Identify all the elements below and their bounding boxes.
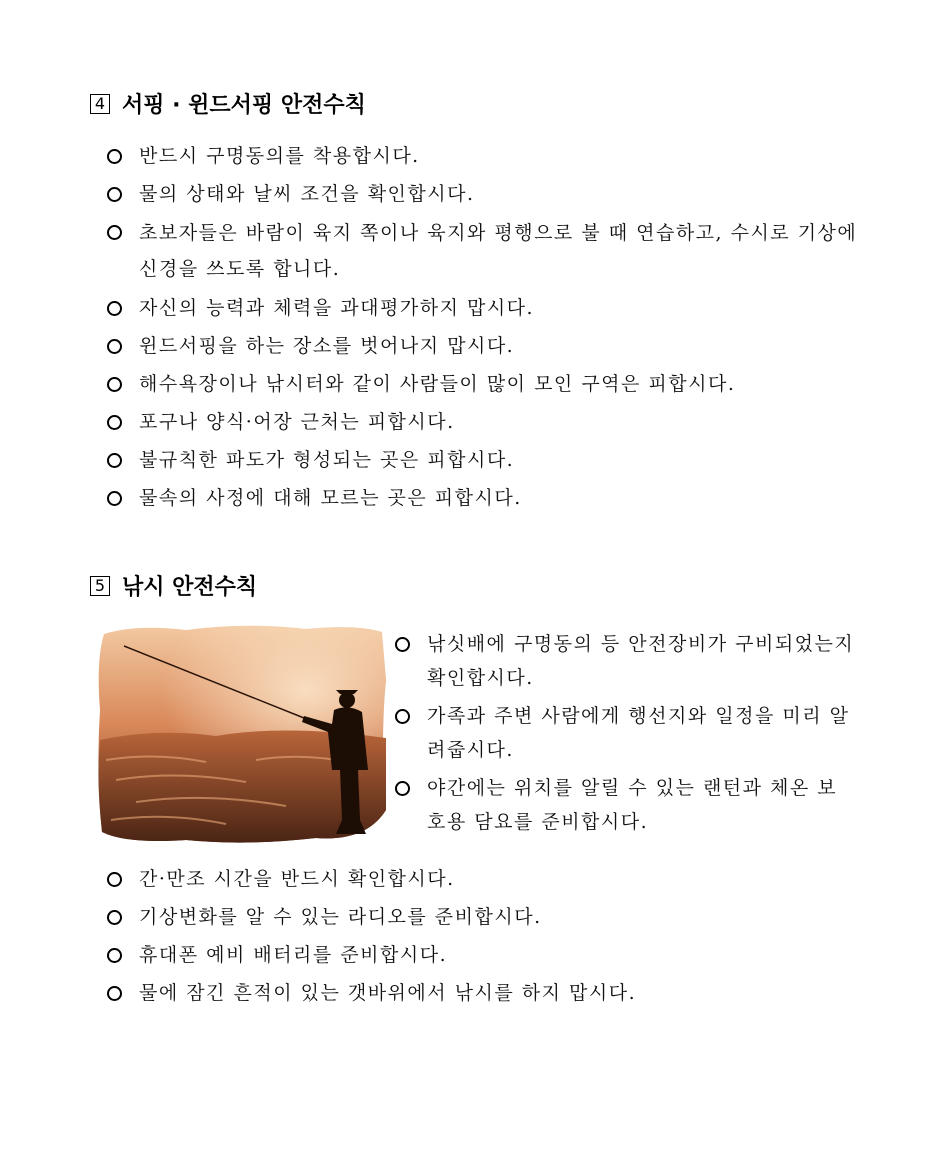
circle-bullet-icon [107, 948, 122, 963]
circle-bullet-icon [107, 415, 122, 430]
section-5-list [107, 862, 867, 1014]
list-item [395, 699, 855, 767]
list-item-text: 초보자들은 바람이 육지 쪽이나 육지와 평행으로 불 때 연습하고, 수시로 기상에 신경을 쓰도록 합니다. [139, 222, 858, 280]
list-item-text: 야간에는 위치를 알릴 수 있는 랜턴과 체온 보호용 담요를 준비합시다. [427, 777, 838, 833]
list-item [107, 367, 867, 401]
list-item [107, 139, 867, 173]
list-item-text: 반드시 구명동의를 착용합시다. [139, 145, 420, 167]
list-item [107, 177, 867, 211]
list-item [107, 976, 867, 1010]
circle-bullet-icon [107, 339, 122, 354]
section-4-heading [90, 88, 366, 119]
fishing-photo [96, 620, 388, 846]
circle-bullet-icon [107, 377, 122, 392]
circle-bullet-icon [107, 301, 122, 316]
circle-bullet-icon [107, 225, 122, 240]
list-item-text: 자신의 능력과 체력을 과대평가하지 맙시다. [139, 297, 535, 319]
list-item-text: 휴대폰 예비 배터리를 준비합시다. [139, 944, 448, 966]
list-item-text: 해수욕장이나 낚시터와 같이 사람들이 많이 모인 구역은 피합시다. [139, 373, 736, 395]
list-item [107, 900, 867, 934]
list-item-text: 가족과 주변 사람에게 행선지와 일정을 미리 알려줍시다. [427, 705, 850, 761]
circle-bullet-icon [395, 709, 410, 724]
list-item [107, 215, 879, 287]
circle-bullet-icon [107, 187, 122, 202]
list-item-text: 간·만조 시간을 반드시 확인합시다. [139, 868, 455, 890]
list-item [107, 481, 867, 515]
circle-bullet-icon [107, 986, 122, 1001]
list-item [107, 405, 867, 439]
list-item-text: 윈드서핑을 하는 장소를 벗어나지 맙시다. [139, 335, 515, 357]
section-5-side-list [395, 627, 855, 843]
list-item [395, 771, 855, 839]
list-item [107, 862, 867, 896]
list-item-text: 포구나 양식·어장 근처는 피합시다. [139, 411, 455, 433]
list-item [395, 627, 855, 695]
section-4-title: 서핑 · 윈드서핑 안전수칙 [122, 93, 366, 118]
list-item [107, 291, 867, 325]
list-item-text: 물에 잠긴 흔적이 있는 갯바위에서 낚시를 하지 맙시다. [139, 982, 637, 1004]
list-item-text: 물의 상태와 날씨 조건을 확인합시다. [139, 183, 475, 205]
circle-bullet-icon [107, 910, 122, 925]
list-item-text: 불규칙한 파도가 형성되는 곳은 피합시다. [139, 449, 515, 471]
list-item [107, 443, 867, 477]
circle-bullet-icon [107, 872, 122, 887]
section-5-heading [90, 570, 257, 601]
list-item-text: 기상변화를 알 수 있는 라디오를 준비합시다. [139, 906, 542, 928]
circle-bullet-icon [107, 491, 122, 506]
circle-bullet-icon [107, 149, 122, 164]
list-item-text: 낚싯배에 구명동의 등 안전장비가 구비되었는지 확인합시다. [427, 633, 855, 689]
section-4-list [107, 139, 867, 519]
list-item [107, 329, 867, 363]
list-item-text: 물속의 사정에 대해 모르는 곳은 피합시다. [139, 487, 522, 509]
circle-bullet-icon [395, 781, 410, 796]
circle-bullet-icon [395, 637, 410, 652]
list-item [107, 938, 867, 972]
section-4-number: 4 [90, 94, 110, 114]
section-5-title: 낚시 안전수칙 [122, 575, 258, 600]
section-5-number: 5 [90, 576, 110, 596]
circle-bullet-icon [107, 453, 122, 468]
